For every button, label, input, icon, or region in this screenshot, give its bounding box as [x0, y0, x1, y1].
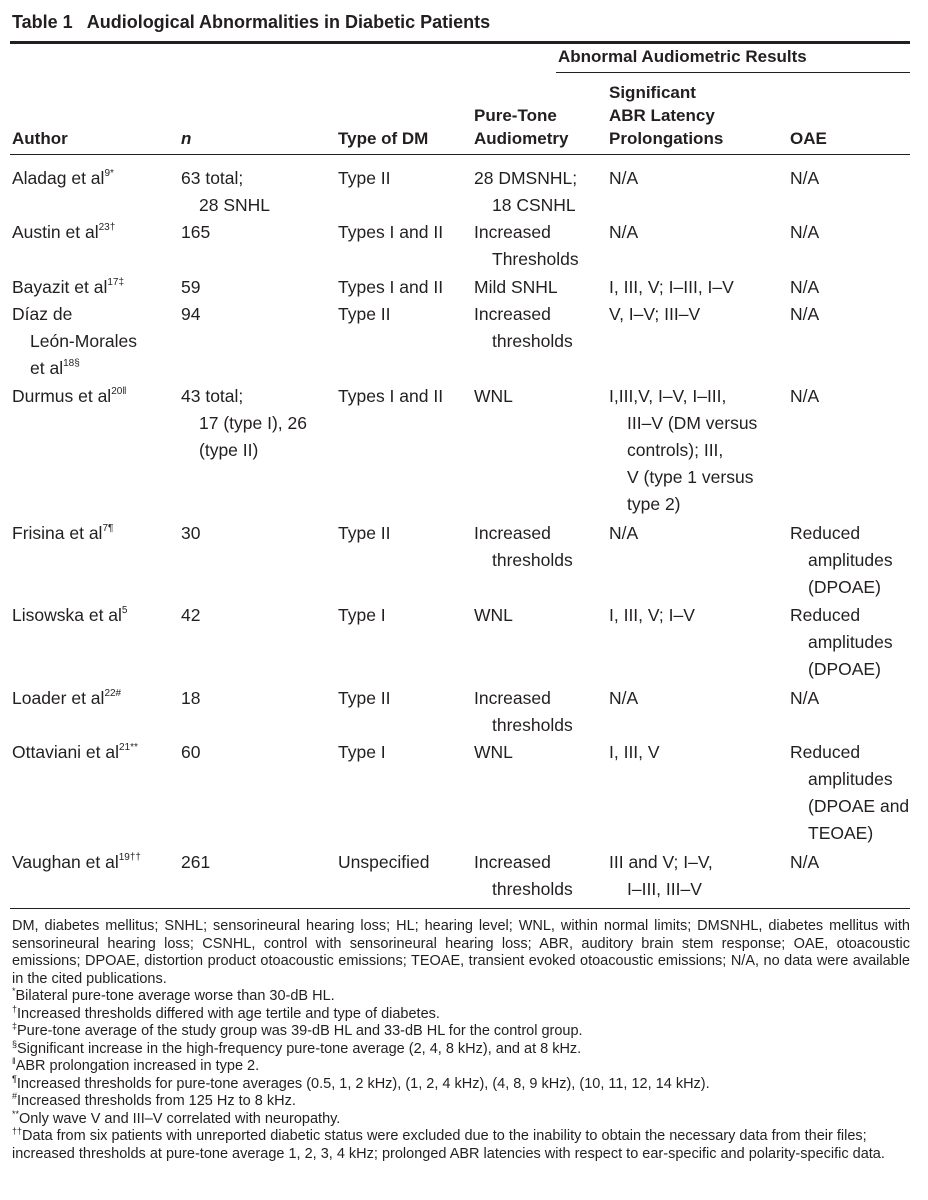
footnote: #Increased thresholds from 125 Hz to 8 kHz. — [12, 1091, 296, 1109]
table-title — [12, 12, 490, 33]
footnote: *Bilateral pure-tone average worse than 30-dB HL. — [12, 986, 335, 1004]
cell-abr: I,III,V, I–V, I–III, III–V (DM versus controls); III, V (type 1 versus type 2) — [609, 386, 758, 514]
table-number: Table 1 — [12, 12, 73, 32]
cell-oae: N/A — [790, 304, 820, 324]
spanning-header: Abnormal Audiometric Results — [558, 47, 807, 66]
cell-author: Bayazit et $al^{17\ddagger}$ — [12, 277, 125, 297]
cell-abr: N/A — [609, 168, 639, 188]
header-abr-line: Prolongations — [609, 129, 724, 148]
cell-type: Unspecified — [338, 852, 430, 872]
cell-type: Type I — [338, 742, 386, 762]
cell-pta: Increased thresholds — [474, 688, 573, 735]
cell-author: Díaz de León-Morales et $al^{18\S}$ — [12, 304, 137, 378]
cell-abr: I, III, V; I–V — [609, 605, 695, 625]
cell-pta: Increased thresholds — [474, 852, 573, 899]
cell-n: 63 total; 28 SNHL — [181, 168, 271, 215]
cell-type: Types I and II — [338, 386, 444, 406]
table-title-text: Audiological Abnormalities in Diabetic Patients — [86, 12, 491, 32]
cell-pta: Increased thresholds — [474, 304, 573, 351]
spanning-header-rule — [556, 72, 910, 73]
header-n: n — [181, 129, 192, 148]
footnote: †Increased thresholds differed with age tertile and type of diabetes. — [12, 1003, 440, 1022]
abbreviations-note: DM, diabetes mellitus; SNHL; sensorineural hearing loss; HL; hearing level; WNL, within normal limits; DMSNHL, diabetes mellitus with sensorineural hearing loss; CSNHL, control with sensorineural hearing loss; ABR, auditory brain stem response; OAE, otoacoustic emissions; DPOAE, distortion product otoacoustic emissions; TEOAE, transient evoked otoacoustic emissions; N/A, no data were available in the cited publications. — [12, 918, 910, 987]
footnote: ¶Increased thresholds for pure-tone averages (0.5, 1, 2 kHz), (1, 2, 4 kHz), (4, 8, 9 kHz), (10, 11, 12, 14 kHz). — [12, 1073, 710, 1092]
cell-type: Type II — [338, 688, 391, 708]
cell-author: Frisina et $al^{7\P}$ — [12, 523, 114, 543]
header-author: Author — [12, 129, 68, 148]
table-footer — [12, 918, 910, 1163]
header-pta-line: Pure-Tone — [474, 106, 557, 125]
cell-n: 94 — [181, 304, 201, 324]
cell-n: 18 — [181, 688, 201, 708]
header-abr-line: ABR Latency — [609, 106, 715, 125]
top-rule — [10, 41, 910, 44]
cell-n: 42 — [181, 605, 201, 625]
footnote: ‡Pure-tone average of the study group was 39-dB HL and 33-dB HL for the control group. — [12, 1021, 583, 1039]
cell-pta: WNL — [474, 386, 513, 406]
footnote: ††Data from six patients with unreported diabetic status were excluded due to the inability to obtain the necessary data from their files; increased thresholds at pure-tone average 1, 2, 3, 4 kHz; prolonged ABR latencies with respect to ear-specific and polarity-specific data. — [12, 1126, 885, 1162]
cell-author: Austin et $al^{23\dagger}$ — [12, 222, 116, 242]
cell-author: Aladag et $al^{9*}$ — [12, 168, 114, 188]
cell-pta: Mild SNHL — [474, 277, 558, 297]
cell-oae: N/A — [790, 168, 820, 188]
cell-pta: WNL — [474, 605, 513, 625]
cell-abr: N/A — [609, 688, 639, 708]
cell-pta: Increased Thresholds — [474, 222, 579, 269]
header-oae: OAE — [790, 129, 827, 148]
cell-oae: N/A — [790, 852, 820, 872]
cell-author: Lisowska et $al^5$ — [12, 605, 128, 625]
cell-abr: III and V; I–V, I–III, III–V — [609, 852, 713, 899]
footnote: ‖ABR prolongation increased in type 2. — [12, 1056, 260, 1074]
cell-n: 261 — [181, 852, 211, 872]
cell-oae: Reduced amplitudes (DPOAE and TEOAE) — [790, 742, 910, 843]
cell-type: Type I — [338, 605, 386, 625]
header-pure-tone-audiometry — [474, 104, 568, 150]
cell-oae: N/A — [790, 222, 820, 242]
header-type: Type of DM — [338, 129, 429, 148]
footnote: **Only wave V and III–V correlated with neuropathy. — [12, 1108, 341, 1127]
cell-abr: N/A — [609, 523, 639, 543]
cell-n: 60 — [181, 742, 201, 762]
cell-author: Durmus et $al^{20‖}$ — [12, 386, 127, 406]
cell-abr: V, I–V; III–V — [609, 304, 701, 324]
header-abr-latency — [609, 81, 723, 150]
header-abr-line: Significant — [609, 83, 696, 102]
cell-author: Loader et $al^{22\#}$ — [12, 688, 122, 708]
cell-type: Type II — [338, 168, 391, 188]
cell-pta: Increased thresholds — [474, 523, 573, 570]
cell-oae: Reduced amplitudes (DPOAE) — [790, 523, 893, 597]
footnote: §Significant increase in the high-frequency pure-tone average (2, 4, 8 kHz), and at 8 kHz. — [12, 1038, 582, 1057]
cell-n: 30 — [181, 523, 201, 543]
cell-abr: I, III, V — [609, 742, 660, 762]
bottom-rule — [10, 908, 910, 909]
cell-oae: N/A — [790, 688, 820, 708]
cell-oae: Reduced amplitudes (DPOAE) — [790, 605, 893, 679]
cell-n: 59 — [181, 277, 201, 297]
cell-pta: WNL — [474, 742, 513, 762]
cell-author: Vaughan et $al^{19\dagger\dagger}$ — [12, 852, 141, 872]
cell-type: Type II — [338, 523, 391, 543]
cell-type: Types I and II — [338, 222, 444, 242]
cell-type: Type II — [338, 304, 391, 324]
header-pta-line: Audiometry — [474, 129, 569, 148]
cell-author: Ottaviani et $al^{21**}$ — [12, 742, 138, 762]
cell-oae: N/A — [790, 386, 820, 406]
cell-pta: 28 DMSNHL; 18 CSNHL — [474, 168, 578, 215]
cell-n: 165 — [181, 222, 211, 242]
cell-abr: N/A — [609, 222, 639, 242]
cell-oae: N/A — [790, 277, 820, 297]
cell-abr: I, III, V; I–III, I–V — [609, 277, 734, 297]
cell-n: 43 total; 17 (type I), 26 (type II) — [181, 386, 307, 460]
header-rule — [10, 154, 910, 155]
cell-type: Types I and II — [338, 277, 444, 297]
